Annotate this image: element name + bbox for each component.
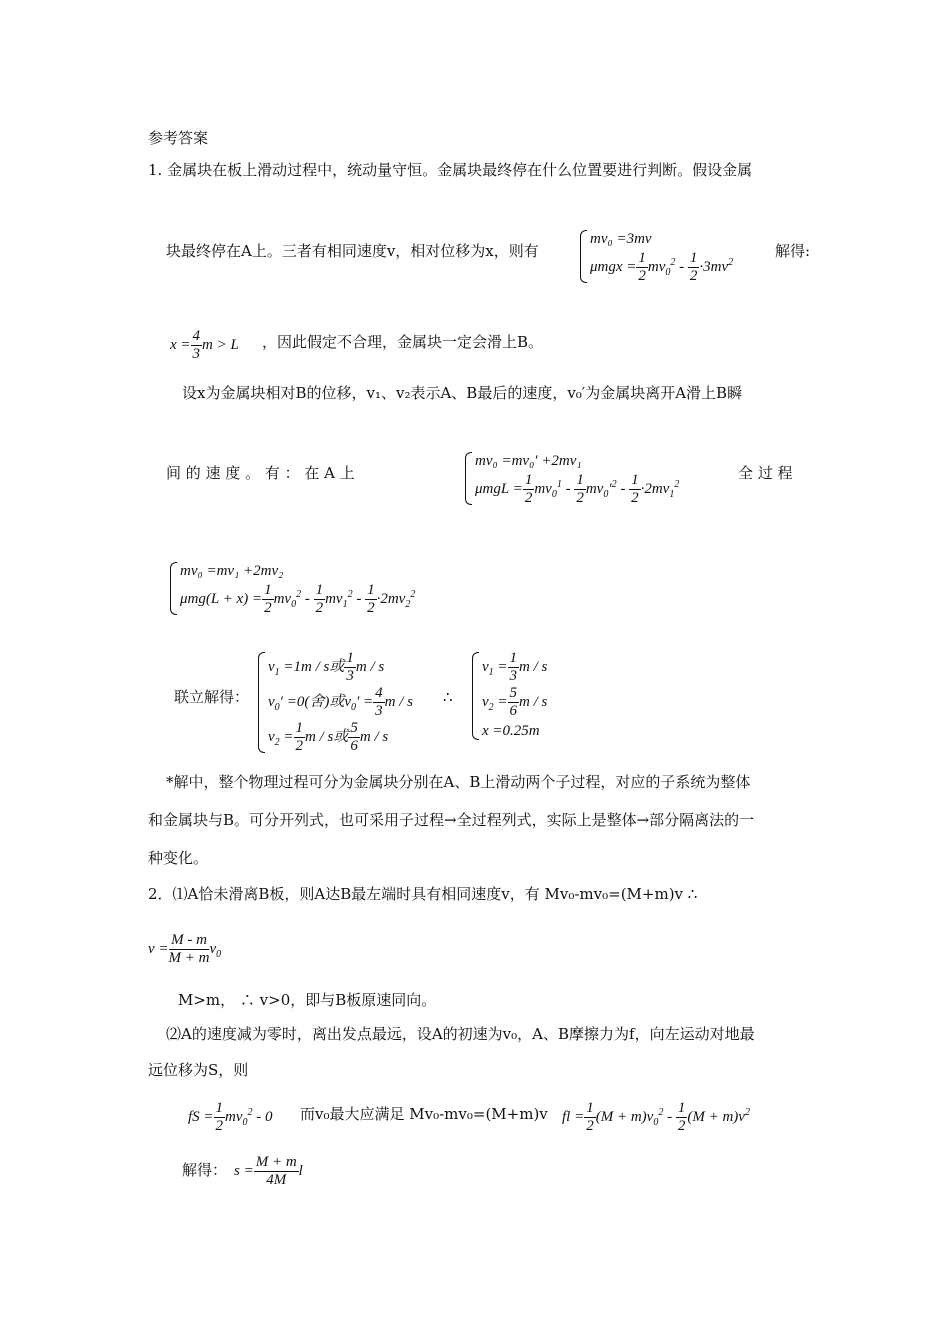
sys5-row2: $v_2$ = $\frac{5}{6}$ m / s bbox=[482, 685, 548, 719]
p2-middle-text: 而v₀最大应满足 Mv₀-mv₀=(M+m)v bbox=[300, 1105, 548, 1123]
p2-solve-label: 解得： bbox=[182, 1161, 228, 1179]
fs-equation: fS = $\frac{1}{2}$ $mv_0^2 - 0$ bbox=[188, 1100, 273, 1134]
sys1-row2: μmgx = $\frac{1}{2}$ $mv_0^2$ - $\frac{1}{2}$ $\cdot 3mv^2$ bbox=[590, 250, 734, 284]
v-formula: v = $\frac{M - m}{M + m}$ $v_0$ bbox=[148, 932, 222, 966]
note-line3: 种变化。 bbox=[148, 849, 209, 867]
sys2-row1: mv₀ =mv₀′ +2mv₁ bbox=[475, 453, 582, 469]
p2-line5: 远位移为S，则 bbox=[148, 1061, 249, 1079]
joint-solve-label: 联立解得： bbox=[174, 688, 250, 706]
note-line1: *解中，整个物理过程可分为金属块分别在A、B上滑动两个子过程，对应的子系统为整体 bbox=[166, 773, 751, 791]
sys2-row2: μmgL = $\frac{1}{2}$ $mv_0^1$ - $\frac{1}{2}$ $mv_0'^2$ - $\frac{1}{2}$ $\cdot 2mv_1^2$ bbox=[475, 472, 680, 506]
therefore-symbol-1: ∴ bbox=[443, 688, 453, 706]
answer-heading: 参考答案 bbox=[148, 129, 209, 147]
p2-line1: 2．⑴A恰未滑离B板，则A达B最左端时具有相同速度v，有 Mv₀-mv₀=(M+m)v ∴ bbox=[148, 885, 698, 903]
full-process-label: 全 过 程 bbox=[738, 464, 793, 482]
sys4-row3: $v_2$ = $\frac{1}{2}$ m / s或 $\frac{5}{6}$ m / s bbox=[268, 720, 389, 754]
sys3-row2: μmg(L + x) = $\frac{1}{2}$ $mv_0^2$ - $\frac{1}{2}$ $mv_1^2$ - $\frac{1}{2}$ $\cdot 2mv_2^2$ bbox=[180, 582, 416, 616]
p2-line3: M>m， ∴ v>0，即与B板原速同向。 bbox=[178, 991, 437, 1009]
p1-line1: 1. 金属块在板上滑动过程中，统动量守恒。金属块最终停在什么位置要进行判断。假设金属 bbox=[148, 161, 753, 179]
s-result: s = $\frac{M + m}{4M}$ l bbox=[234, 1154, 303, 1188]
p2-line4: ⑵A的速度减为零时，离出发点最远，设A的初速为v₀，A、B摩擦力为f，向左运动对地最 bbox=[166, 1025, 755, 1043]
equation-system-5 bbox=[472, 650, 547, 742]
solve-label-1: 解得: bbox=[775, 242, 811, 260]
sys4-row1: $v_1 =1m / s$或 $\frac{1}{3}$ m / s bbox=[268, 650, 385, 684]
sys5-row3: x =0.25m bbox=[482, 723, 540, 739]
sys5-row1: $v_1$ = $\frac{1}{3}$ m / s bbox=[482, 650, 548, 684]
sys1-row1: mv₀ =3mv bbox=[590, 231, 652, 247]
p1-line4: 设x为金属块相对B的位移，v₁、v₂表示A、B最后的速度，v₀′为金属块离开A滑上B瞬 bbox=[182, 384, 743, 402]
equation-system-3 bbox=[170, 560, 415, 617]
equation-system-4 bbox=[258, 650, 413, 755]
sys4-row2: $v_0' =0$(舍)或$v_0'$ = $\frac{4}{3}$ m / s bbox=[268, 685, 413, 719]
x-result-tail: ，因此假定不合理，金属块一定会滑上B。 bbox=[262, 333, 544, 351]
p1-line2: 块最终停在A上。三者有相同速度v，相对位移为x，则有 bbox=[166, 242, 539, 260]
sys3-row1: mv₀ =mv₁ +2mv₂ bbox=[180, 563, 284, 579]
equation-system-1 bbox=[580, 228, 733, 285]
note-line2: 和金属块与B。可分开列式，也可采用子过程→全过程列式，实际上是整体→部分隔离法的一 bbox=[148, 811, 755, 829]
p1-line5: 间 的 速 度 。 有 ： 在 A 上 bbox=[166, 464, 355, 482]
fl-equation: fl = $\frac{1}{2}$ $(M + m)v_0^2$ - $\frac{1}{2}$ $(M + m)v^2$ bbox=[562, 1100, 750, 1134]
equation-system-2 bbox=[465, 450, 679, 507]
x-result: x = $\frac{4}{3}$ m > L bbox=[170, 328, 239, 362]
